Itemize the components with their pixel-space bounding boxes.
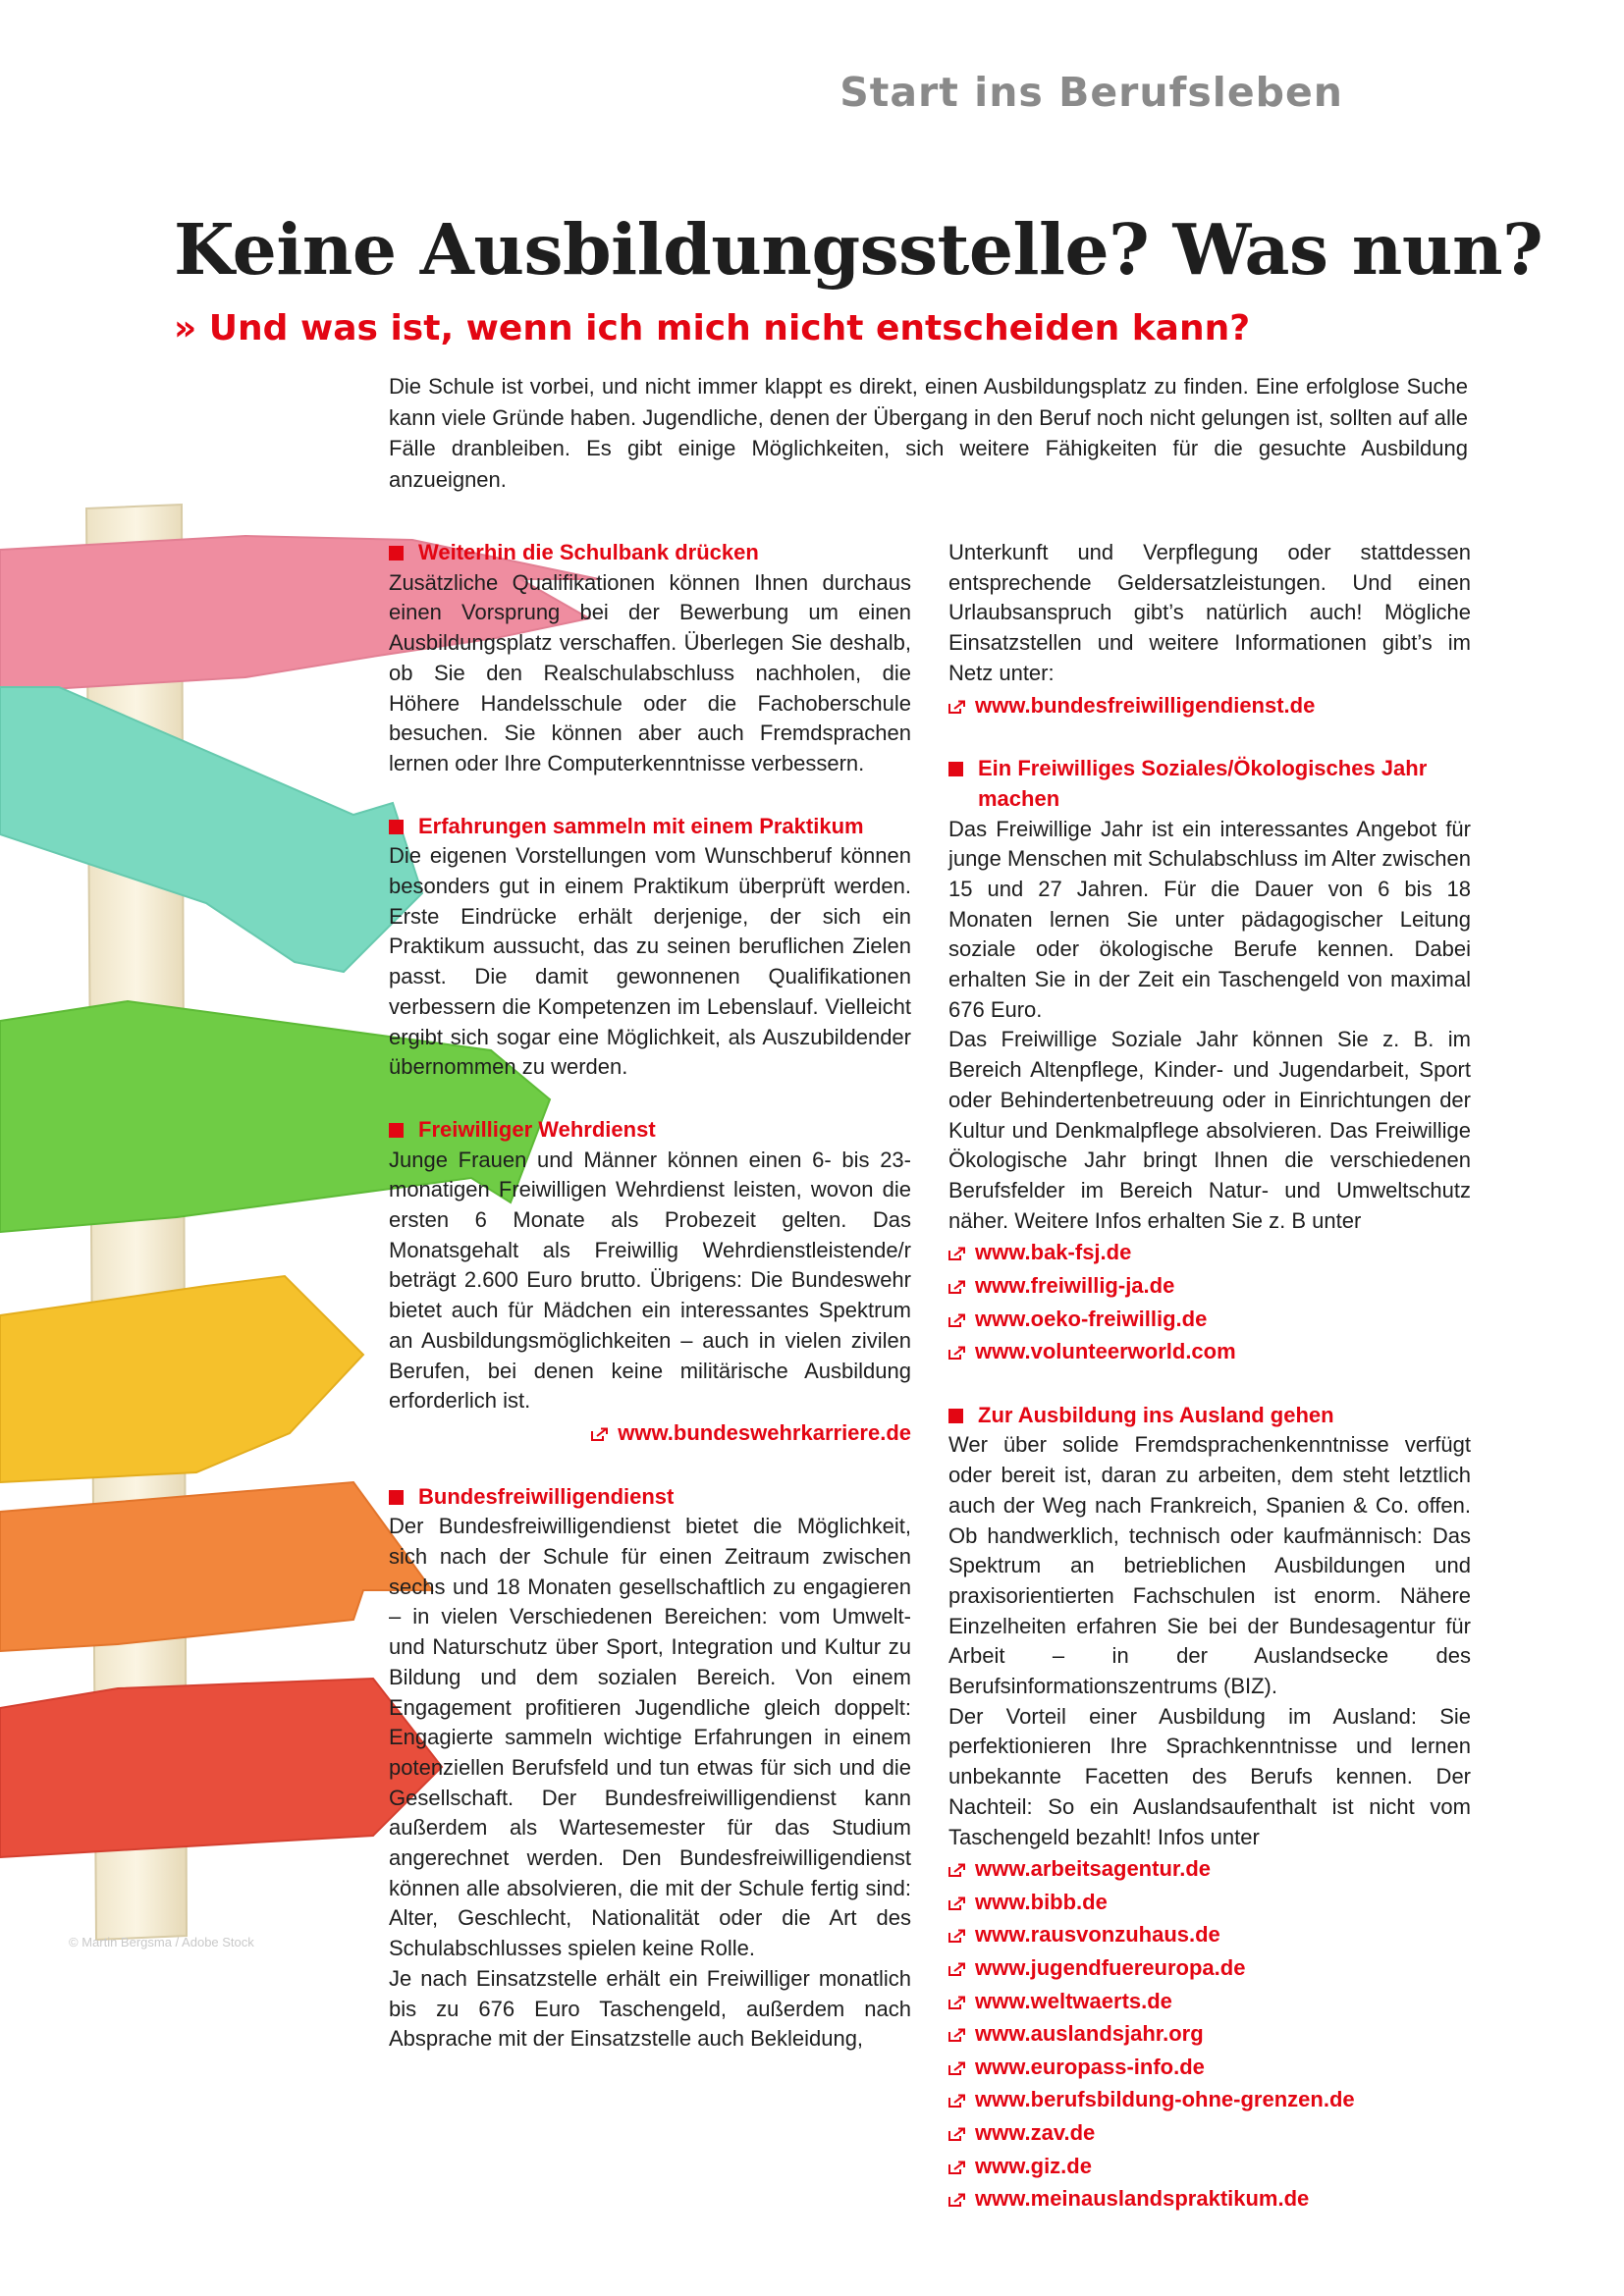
section-heading-schulbank: Weiterhin die Schulbank drücken	[389, 538, 911, 568]
external-link-icon	[948, 2193, 966, 2207]
external-link-icon	[948, 2127, 966, 2141]
external-link[interactable]: www.auslandsjahr.org	[948, 2017, 1471, 2051]
external-link-icon	[948, 1247, 966, 1260]
link-bundeswehrkarriere[interactable]: www.bundeswehrkarriere.de	[389, 1416, 911, 1450]
external-link-icon	[948, 2061, 966, 2075]
section-heading-ausland: Zur Ausbildung ins Ausland gehen	[948, 1401, 1471, 1431]
external-link[interactable]: www.jugendfuereuropa.de	[948, 1951, 1471, 1985]
section-text-ausland-1: Wer über solide Fremdsprachenkenntnisse verfügt oder bereit ist, daran zu arbeiten, dem steht letztlich auch der Weg nach Frankreich, Spanien & Co. offen. Ob handwerklich, technisch oder kaufmännisch: Das Spektrum an betrieblichen Ausbildungen und praxisorientierten Fachschulen ist enorm. Nähere Einzelheiten erfahren Sie bei der Bundesagentur für Arbeit – in der Auslandsecke des Berufsinformationszentrums (BIZ).	[948, 1432, 1471, 1699]
external-link-icon	[591, 1427, 609, 1441]
section-text-bfd-2: Je nach Einsatzstelle erhält ein Freiwilliger monatlich bis zu 676 Euro Taschengeld, außerdem nach Absprache mit der Einsatzstelle auch Bekleidung,	[389, 1965, 911, 2052]
section-text-bfd-3: Unterkunft und Verpflegung oder stattdessen entsprechende Geldersatzleistungen. Und einen Urlaubsanspruch gibt’s natürlich auch! Mögliche Einsatzstellen und weitere Informationen gibt’s im Netz unter:	[948, 540, 1471, 685]
external-link[interactable]: www.rausvonzuhaus.de	[948, 1918, 1471, 1951]
external-link[interactable]: www.volunteerworld.com	[948, 1335, 1471, 1368]
section-heading-bfd: Bundesfreiwilligendienst	[389, 1482, 911, 1513]
external-link-icon	[948, 1996, 966, 2009]
external-link[interactable]: www.europass-info.de	[948, 2051, 1471, 2084]
external-link[interactable]: www.oeko-freiwillig.de	[948, 1303, 1471, 1336]
section-header: Start ins Berufsleben	[839, 69, 1343, 116]
external-link-icon	[948, 1962, 966, 1976]
column-right	[948, 538, 1471, 2216]
section-text-wehrdienst: Junge Frauen und Männer können einen 6- bis 23-monatigen Freiwilligen Wehrdienst leisten, wovon die ersten 6 Monate als Probezeit gelten. Das Monatsgehalt als Freiwillig Wehrdienstleistende/r beträgt 2.600 Euro brutto. Übrigens: Die Bundeswehr bietet auch für Mädchen ein interessantes Spektrum an Ausbildungsmöglichkeiten – auch in vielen zivilen Berufen, bei denen keine militärische Ausbildung erforderlich ist.	[389, 1147, 911, 1414]
external-link-icon	[948, 1346, 966, 1360]
external-link[interactable]: www.zav.de	[948, 2116, 1471, 2150]
page-subtitle: » Und was ist, wenn ich mich nicht entscheiden kann?	[174, 308, 1251, 348]
section-text-ausland-2: Der Vorteil einer Ausbildung im Ausland: Sie perfektionieren Ihre Sprachkenntnisse und lernen unbekannte Facetten des Berufs kennen. Der Nachteil: So ein Auslandsaufenthalt ist nicht vom Taschengeld bezahlt! Infos unter	[948, 1703, 1471, 1849]
external-link[interactable]: www.meinauslandspraktikum.de	[948, 2182, 1471, 2216]
section-heading-wehrdienst: Freiwilliger Wehrdienst	[389, 1115, 911, 1146]
intro-text	[389, 371, 1468, 495]
external-link[interactable]: www.bibb.de	[948, 1886, 1471, 1919]
red-square-bullet-icon	[389, 546, 404, 561]
external-link-icon	[948, 1929, 966, 1943]
external-link-icon	[948, 1313, 966, 1327]
external-link-icon	[948, 2094, 966, 2108]
page-title: Keine Ausbildungsstelle? Was nun?	[174, 208, 1543, 291]
external-link-icon	[948, 2028, 966, 2042]
red-square-bullet-icon	[389, 1123, 404, 1138]
section-heading-fsj: Ein Freiwilliges Soziales/Ökologisches Jahr machen	[948, 754, 1471, 814]
sign-orange	[0, 1482, 432, 1651]
section-text-praktikum: Die eigenen Vorstellungen vom Wunschberuf können besonders gut in einem Praktikum überprüft werden. Erste Eindrücke erhält derjenige, der sich ein Praktikum aussucht, das zu seinen beruflichen Zielen passt. Die damit gewonnenen Qualifikationen verbessern die Kompetenzen im Lebenslauf. Vielleicht ergibt sich sogar eine Möglichkeit, als Auszubildender übernommen zu werden.	[389, 843, 911, 1080]
red-square-bullet-icon	[948, 1409, 963, 1423]
red-square-bullet-icon	[389, 820, 404, 834]
section-text-schulbank: Zusätzliche Qualifikationen können Ihnen durchaus einen Vorsprung bei der Bewerbung um einen Ausbildungsplatz verschaffen. Überlegen Sie deshalb, ob Sie den Realschulabschluss nachholen, die Höhere Handelsschule oder die Fachoberschule besuchen. Sie können aber auch Fremdsprachen lernen oder Ihre Computerkenntnisse verbessern.	[389, 569, 911, 775]
external-link[interactable]: www.arbeitsagentur.de	[948, 1852, 1471, 1886]
section-text-fsj-2: Das Freiwillige Soziale Jahr können Sie z. B. im Bereich Altenpflege, Kinder- und Jugendarbeit, Sport oder Behindertenbetreuung oder in Einrichtungen der Kultur und Denkmalpflege absolvieren. Das Freiwillige Ökologische Jahr bringt Ihnen die verschiedenen Berufsfelder im Bereich Natur- und Umweltschutz näher. Weitere Infos erhalten Sie z. B unter	[948, 1027, 1471, 1233]
external-link[interactable]: www.weltwaerts.de	[948, 1985, 1471, 2018]
photo-credit: © Martin Bergsma / Adobe Stock	[69, 1935, 254, 1949]
sign-yellow	[0, 1276, 363, 1482]
external-link-icon	[948, 1280, 966, 1294]
section-heading-praktikum: Erfahrungen sammeln mit einem Praktikum	[389, 812, 911, 842]
links-ausland	[948, 1852, 1471, 2216]
external-link[interactable]: www.freiwillig-ja.de	[948, 1269, 1471, 1303]
red-square-bullet-icon	[948, 762, 963, 776]
external-link-icon	[948, 1896, 966, 1910]
section-text-fsj-1: Das Freiwillige Jahr ist ein interessantes Angebot für junge Menschen mit Schulabschluss im Alter zwischen 15 und 27 Jahren. Für die Dauer von 6 bis 18 Monaten lernen Sie unter pädagogischer Leitung soziale oder ökologische Berufe kennen. Dabei erhalten Sie in der Zeit ein Taschengeld von maximal 676 Euro.	[948, 816, 1471, 1022]
red-square-bullet-icon	[389, 1490, 404, 1505]
external-link[interactable]: www.bak-fsj.de	[948, 1236, 1471, 1269]
link-bundesfreiwilligendienst[interactable]: www.bundesfreiwilligendienst.de	[948, 689, 1471, 722]
sign-red	[0, 1679, 442, 1857]
section-text-bfd-1: Der Bundesfreiwilligendienst bietet die Möglichkeit, sich nach der Schule für einen Zeitraum zwischen sechs und 18 Monaten gesellschaftlich zu engagieren – in vielen Verschiedenen Bereichen: vom Umwelt- und Naturschutz über Sport, Integration und Kultur zu Bildung und dem sozialen Bereich. Von einem Engagement profitieren Jugendliche gleich doppelt: Engagierte sammeln wichtige Erfahrungen in einem potenziellen Berufsfeld und tun etwas für sich und die Gesellschaft. Der Bundesfreiwilligendienst kann außerdem als Wartesemester für das Studium angerechnet werden. Den Bundesfreiwilligendienst können alle absolvieren, die mit der Schule fertig sind: Alter, Geschlecht, Nationalität oder die Art des Schulabschlusses spielen keine Rolle.	[389, 1514, 911, 1961]
column-left	[389, 538, 911, 2055]
links-fsj	[948, 1236, 1471, 1367]
external-link-icon	[948, 1863, 966, 1877]
intro-paragraph: Die Schule ist vorbei, und nicht immer klappt es direkt, einen Ausbildungsplatz zu finden. Eine erfolglose Suche kann viele Gründe haben. Jugendliche, denen der Übergang in den Beruf noch nicht gelungen ist, sollten auf alle Fälle dranbleiben. Es gibt einige Möglichkeiten, sich weitere Fähigkeiten für die gesuchte Ausbildung anzueignen.	[389, 374, 1468, 492]
external-link[interactable]: www.berufsbildung-ohne-grenzen.de	[948, 2083, 1471, 2116]
sign-turquoise	[0, 687, 422, 972]
external-link[interactable]: www.giz.de	[948, 2150, 1471, 2183]
external-link-icon	[948, 700, 966, 714]
external-link-icon	[948, 2161, 966, 2174]
